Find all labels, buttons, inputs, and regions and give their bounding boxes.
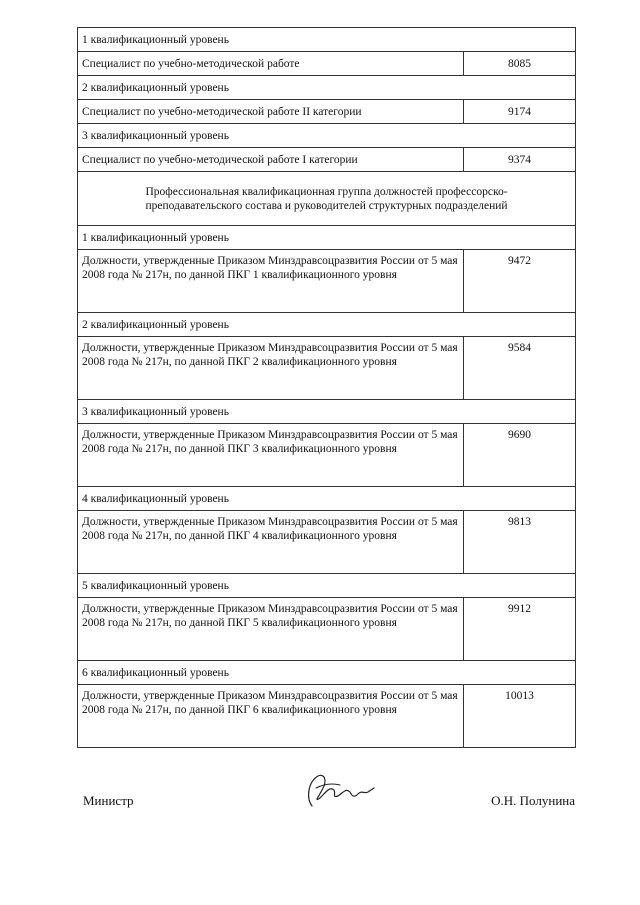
table-body <box>78 28 576 748</box>
level-header-row <box>78 400 576 424</box>
level-header-row <box>78 76 576 100</box>
salary-amount: 9912 <box>464 598 576 661</box>
level-header-row <box>78 28 576 52</box>
position-title: Должности, утвержденные Приказом Минздравсоцразвития России от 5 мая 2008 года № 217н, по данной ПКГ 5 квалификационного уровня <box>78 598 464 661</box>
salary-amount: 9174 <box>464 100 576 124</box>
position-title: Должности, утвержденные Приказом Минздравсоцразвития России от 5 мая 2008 года № 217н, по данной ПКГ 4 квалификационного уровня <box>78 511 464 574</box>
salary-table <box>77 27 576 748</box>
signatory-title: Министр <box>83 793 134 808</box>
position-row <box>78 511 576 574</box>
position-title: Специалист по учебно-методической работе II категории <box>78 100 464 124</box>
position-title: Должности, утвержденные Приказом Минздравсоцразвития России от 5 мая 2008 года № 217н, по данной ПКГ 1 квалификационного уровня <box>78 250 464 313</box>
salary-amount: 8085 <box>464 52 576 76</box>
group-title: Профессиональная квалификационная группа должностей профессорско-преподавательского состава и руководителей структурных подразделений <box>78 172 576 226</box>
salary-amount: 9813 <box>464 511 576 574</box>
signatory-name: О.Н. Полунина <box>491 793 575 808</box>
level-label: 4 квалификационный уровень <box>78 487 576 511</box>
position-row <box>78 100 576 124</box>
level-header-row <box>78 313 576 337</box>
level-header-row <box>78 226 576 250</box>
position-title: Должности, утвержденные Приказом Минздравсоцразвития России от 5 мая 2008 года № 217н, по данной ПКГ 2 квалификационного уровня <box>78 337 464 400</box>
level-label: 3 квалификационный уровень <box>78 400 576 424</box>
salary-amount: 10013 <box>464 685 576 748</box>
level-header-row <box>78 487 576 511</box>
level-label: 3 квалификационный уровень <box>78 124 576 148</box>
salary-amount: 9690 <box>464 424 576 487</box>
position-row <box>78 424 576 487</box>
position-title: Должности, утвержденные Приказом Минздравсоцразвития России от 5 мая 2008 года № 217н, по данной ПКГ 3 квалификационного уровня <box>78 424 464 487</box>
level-header-row <box>78 661 576 685</box>
handwritten-signature <box>300 768 380 814</box>
position-title: Специалист по учебно-методической работе <box>78 52 464 76</box>
salary-amount: 9472 <box>464 250 576 313</box>
level-label: 2 квалификационный уровень <box>78 76 576 100</box>
level-label: 1 квалификационный уровень <box>78 226 576 250</box>
level-label: 5 квалификационный уровень <box>78 574 576 598</box>
group-header-row <box>78 172 576 226</box>
position-row <box>78 148 576 172</box>
position-row <box>78 337 576 400</box>
level-header-row <box>78 124 576 148</box>
position-row <box>78 250 576 313</box>
salary-amount: 9584 <box>464 337 576 400</box>
signature-block <box>0 784 640 824</box>
salary-amount: 9374 <box>464 148 576 172</box>
level-label: 1 квалификационный уровень <box>78 28 576 52</box>
position-row <box>78 52 576 76</box>
level-label: 2 квалификационный уровень <box>78 313 576 337</box>
position-row <box>78 685 576 748</box>
position-title: Специалист по учебно-методической работе I категории <box>78 148 464 172</box>
position-row <box>78 598 576 661</box>
position-title: Должности, утвержденные Приказом Минздравсоцразвития России от 5 мая 2008 года № 217н, по данной ПКГ 6 квалификационного уровня <box>78 685 464 748</box>
level-label: 6 квалификационный уровень <box>78 661 576 685</box>
level-header-row <box>78 574 576 598</box>
